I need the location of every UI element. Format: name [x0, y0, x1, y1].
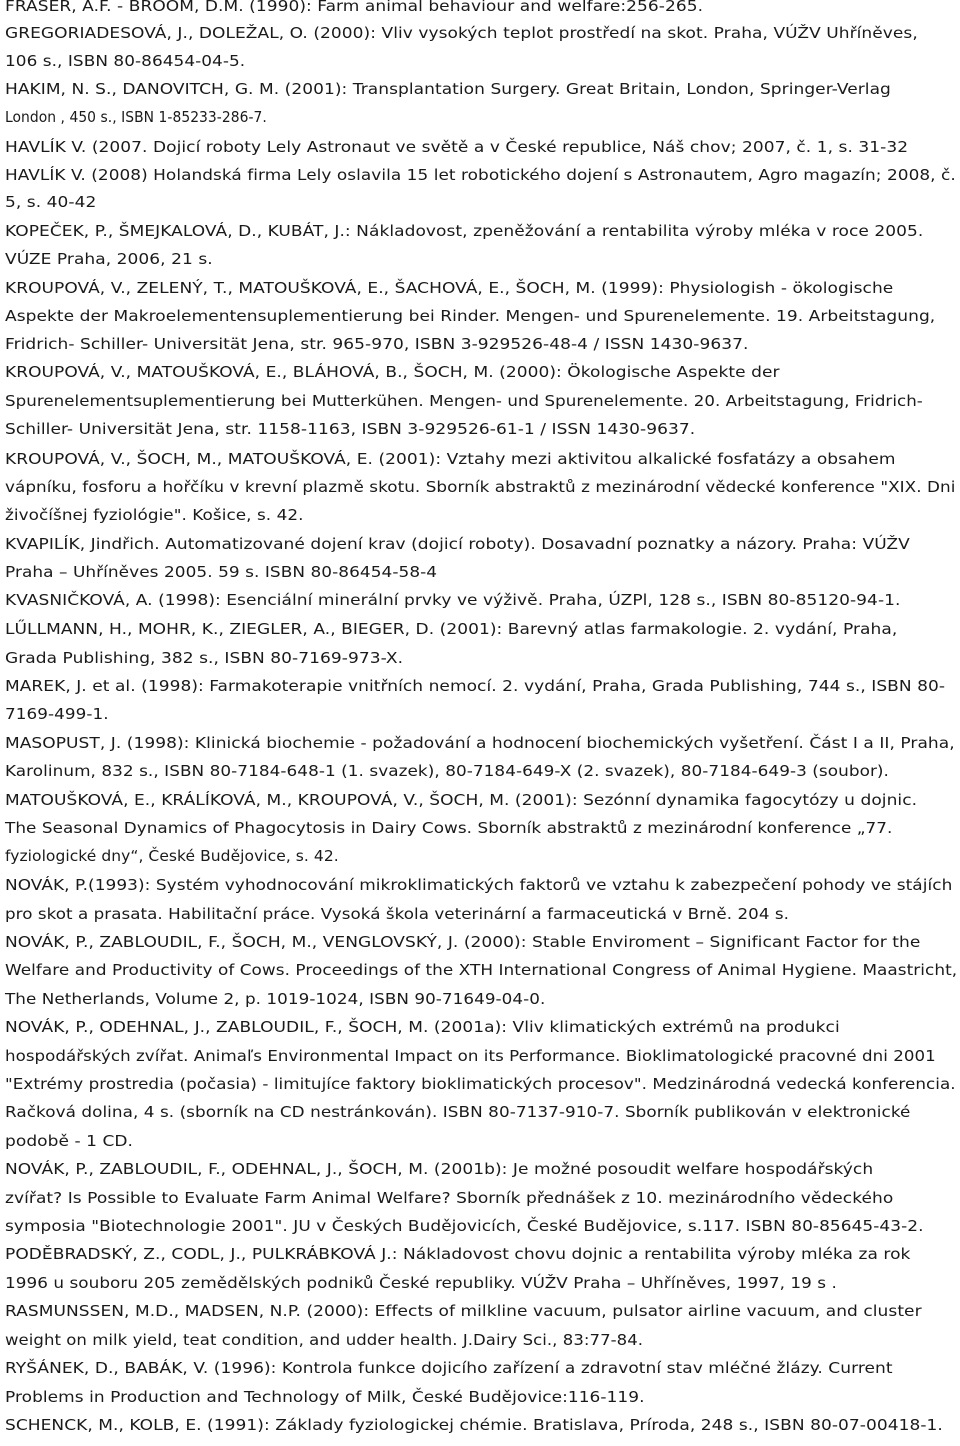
reference-line: fyziologické dny“, České Budějovice, s. 42.: [5, 847, 339, 865]
reference-line: KOPEČEK, P., ŠMEJKALOVÁ, D., KUBÁT, J.: Nákladovost, zpeněžování a rentabilita výroby mléka v roce 2005.: [5, 222, 924, 240]
reference-line: NOVÁK, P., ODEHNAL, J., ZABLOUDIL, F., ŠOCH, M. (2001a): Vliv klimatických extrémů na produkci: [5, 1018, 840, 1036]
reference-line: NOVÁK, P., ZABLOUDIL, F., ŠOCH, M., VENGLOVSKÝ, J. (2000): Stable Enviroment – Significant Factor for the: [5, 933, 921, 951]
reference-line: FRASER, A.F. - BROOM, D.M. (1990): Farm animal behaviour and welfare:256-265.: [5, 0, 704, 15]
reference-line: KROUPOVÁ, V., ŠOCH, M., MATOUŠKOVÁ, E. (2001): Vztahy mezi aktivitou alkalické fosfatázy a obsahem: [5, 450, 896, 468]
reference-line: MASOPUST, J. (1998): Klinická biochemie - požadování a hodnocení biochemických vyšetření. Část I a II, Praha,: [5, 734, 955, 752]
reference-line: Karolinum, 832 s., ISBN 80-7184-648-1 (1. svazek), 80-7184-649-X (2. svazek), 80-7184-649-3 (soubor).: [5, 762, 889, 780]
reference-line: 1996 u souboru 205 zemědělských podniků České republiky. VÚŽV Praha – Uhříněves, 1997, 19 s .: [5, 1274, 837, 1292]
reference-line: 5, s. 40-42: [5, 193, 97, 211]
reference-line: RYŠÁNEK, D., BABÁK, V. (1996): Kontrola funkce dojicího zařízení a zdravotní stav mléčné žlázy. Current: [5, 1359, 893, 1377]
reference-line: PODĚBRADSKÝ, Z., CODL, J., PULKRÁBKOVÁ J.: Nákladovost chovu dojnic a rentabilita výroby mléka za rok: [5, 1245, 911, 1263]
reference-line: NOVÁK, P.(1993): Systém vyhodnocování mikroklimatických faktorů ve vztahu k zabezpečení pohody ve stájích: [5, 876, 953, 894]
reference-line: HAVLÍK V. (2008) Holandská firma Lely oslavila 15 let robotického dojení s Astronautem, Agro magazín; 2008, č.: [5, 166, 956, 184]
reference-line: Schiller- Universität Jena, str. 1158-1163, ISBN 3-929526-61-1 / ISSN 1430-9637.: [5, 420, 696, 438]
reference-line: 106 s., ISBN 80-86454-04-5.: [5, 52, 246, 70]
reference-line: pro skot a prasata. Habilitační práce. Vysoká škola veterinární a farmaceutická v Brně. 204 s.: [5, 905, 790, 923]
reference-line: podobě - 1 CD.: [5, 1132, 134, 1150]
reference-line: 7169-499-1.: [5, 705, 109, 723]
reference-line: KVAPILÍK, Jindřich. Automatizované dojení krav (dojicí roboty). Dosavadní poznatky a názory. Praha: VÚŽV: [5, 535, 910, 553]
reference-line: zvířat? Is Possible to Evaluate Farm Animal Welfare? Sborník přednášek z 10. mezinárodního vědeckého: [5, 1189, 894, 1207]
reference-line: LŰLLMANN, H., MOHR, K., ZIEGLER, A., BIEGER, D. (2001): Barevný atlas farmakologie. 2. vydání, Praha,: [5, 620, 898, 638]
reference-line: The Netherlands, Volume 2, p. 1019-1024, ISBN 90-71649-04-0.: [5, 990, 546, 1008]
reference-line: RASMUNSSEN, M.D., MADSEN, N.P. (2000): Effects of milkline vacuum, pulsator airline vacuum, and cluster: [5, 1302, 922, 1320]
reference-line: GREGORIADESOVÁ, J., DOLEŽAL, O. (2000): Vliv vysokých teplot prostředí na skot. Praha, VÚŽV Uhříněves,: [5, 24, 918, 42]
reference-line: SCHENCK, M., KOLB, E. (1991): Základy fyziologickej chémie. Bratislava, Príroda, 248 s., ISBN 80-07-00418-1.: [5, 1416, 943, 1434]
reference-line: KROUPOVÁ, V., MATOUŠKOVÁ, E., BLÁHOVÁ, B., ŠOCH, M. (2000): Ökologische Aspekte der: [5, 363, 780, 381]
reference-line: hospodářských zvířat. Animaľs Environmental Impact on its Performance. Bioklimatologické pracovné dni 2001: [5, 1047, 936, 1065]
reference-line: Grada Publishing, 382 s., ISBN 80-7169-973-X.: [5, 649, 404, 667]
reference-line: Spurenelementsuplementierung bei Mutterkühen. Mengen- und Spurenelemente. 20. Arbeitstagung, Fridrich-: [5, 392, 923, 410]
reference-line: symposia "Biotechnologie 2001". JU v Českých Budějovicích, České Budějovice, s.117. ISBN 80-85645-43-2.: [5, 1217, 924, 1235]
reference-line: HAKIM, N. S., DANOVITCH, G. M. (2001): Transplantation Surgery. Great Britain, London, Springer-Verlag: [5, 80, 891, 98]
reference-line: MAREK, J. et al. (1998): Farmakoterapie vnitřních nemocí. 2. vydání, Praha, Grada Publishing, 744 s., ISBN 80-: [5, 677, 946, 695]
reference-line: weight on milk yield, teat condition, and udder health. J.Dairy Sci., 83:77-84.: [5, 1331, 644, 1349]
reference-line: živočíšnej fyziológie". Košice, s. 42.: [5, 506, 304, 524]
reference-line: NOVÁK, P., ZABLOUDIL, F., ODEHNAL, J., ŠOCH, M. (2001b): Je možné posoudit welfare hospodářských: [5, 1160, 874, 1178]
reference-line: London , 450 s., ISBN 1-85233-286-7.: [5, 108, 267, 126]
reference-line: MATOUŠKOVÁ, E., KRÁLÍKOVÁ, M., KROUPOVÁ, V., ŠOCH, M. (2001): Sezónní dynamika fagocytózy u dojnic.: [5, 791, 918, 809]
reference-line: Račková dolina, 4 s. (sborník na CD nestránkován). ISBN 80-7137-910-7. Sborník publikován v elektronické: [5, 1103, 911, 1121]
reference-line: VÚZE Praha, 2006, 21 s.: [5, 250, 213, 268]
reference-line: HAVLÍK V. (2007. Dojicí roboty Lely Astronaut ve světě a v České republice, Náš chov; 2007, č. 1, s. 31-32: [5, 138, 909, 156]
reference-line: The Seasonal Dynamics of Phagocytosis in Dairy Cows. Sborník abstraktů z mezinárodní konference „77.: [5, 819, 893, 837]
reference-line: "Extrémy prostredia (počasia) - limitujíce faktory bioklimatických procesov". Medzinárodná vedecká konferencia.: [5, 1075, 956, 1093]
reference-line: Aspekte der Makroelementensuplementierung bei Rinder. Mengen- und Spurenelemente. 19. Arbeitstagung,: [5, 307, 936, 325]
reference-line: vápníku, fosforu a hořčíku v krevní plazmě skotu. Sborník abstraktů z mezinárodní vědecké konference "XIX. Dni: [5, 478, 956, 496]
reference-line: Problems in Production and Technology of Milk, České Budějovice:116-119.: [5, 1388, 645, 1406]
reference-line: KROUPOVÁ, V., ZELENÝ, T., MATOUŠKOVÁ, E., ŠACHOVÁ, E., ŠOCH, M. (1999): Physiologish - ökologische: [5, 279, 894, 297]
reference-line: KVASNIČKOVÁ, A. (1998): Esenciální minerální prvky ve výživě. Praha, ÚZPl, 128 s., ISBN 80-85120-94-1.: [5, 591, 901, 609]
reference-line: Fridrich- Schiller- Universität Jena, str. 965-970, ISBN 3-929526-48-4 / ISSN 1430-9637.: [5, 335, 749, 353]
reference-line: Praha – Uhříněves 2005. 59 s. ISBN 80-86454-58-4: [5, 563, 438, 581]
reference-line: Welfare and Productivity of Cows. Proceedings of the XTH International Congress of Animal Hygiene. Maastricht,: [5, 961, 958, 979]
